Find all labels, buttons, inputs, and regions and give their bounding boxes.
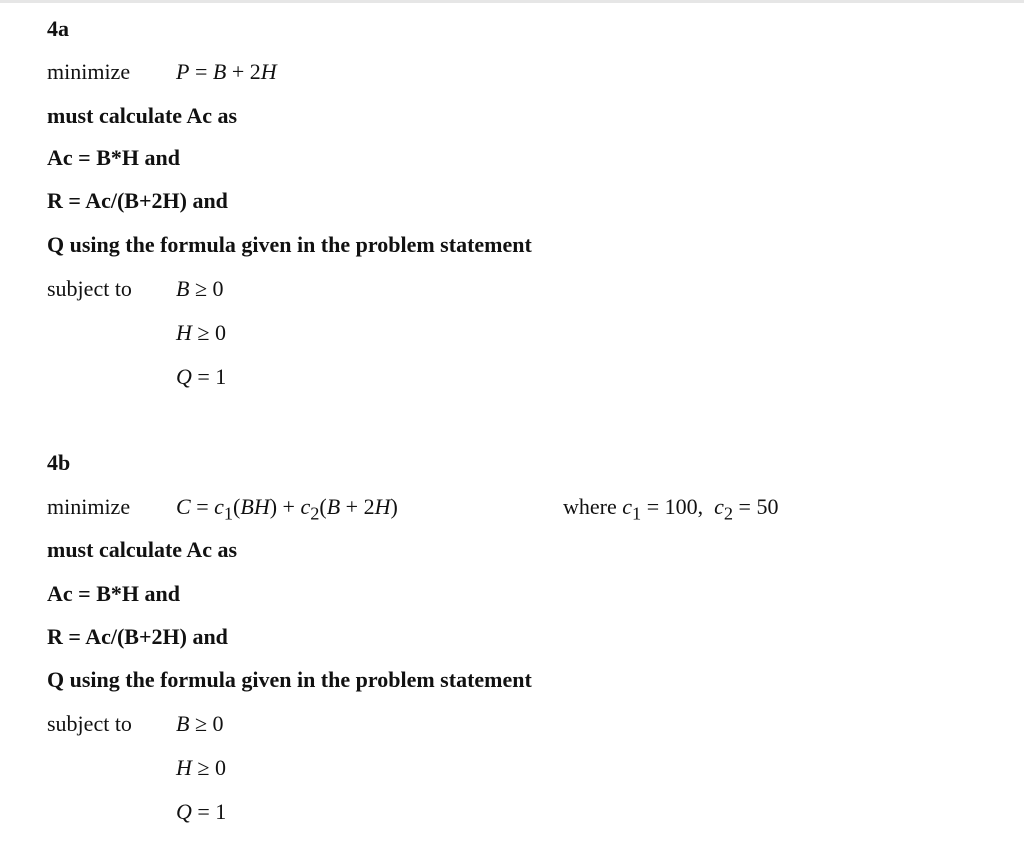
- section-b-where-clause: where $c_1 = 100$, $c_2 = 50$: [563, 494, 779, 524]
- section-a-heading: 4a: [47, 16, 69, 41]
- section-a-minimize-label: minimize: [47, 59, 131, 84]
- page-top-border: [0, 0, 1024, 3]
- section-b-line-3: R = Ac/(B+2H) and: [47, 624, 228, 649]
- section-b-minimize-label: minimize: [47, 494, 131, 519]
- section-b-constraint-1: B ≥ 0: [176, 711, 224, 736]
- section-a-line-2: Ac = B*H and: [47, 145, 180, 170]
- section-a-constraint-3: Q = 1: [176, 364, 227, 389]
- section-b-where-label: where: [563, 494, 617, 519]
- section-b-line-2: Ac = B*H and: [47, 581, 180, 606]
- section-a-subject-label: subject to: [47, 276, 132, 301]
- section-a-constraint-2: H ≥ 0: [176, 320, 226, 345]
- section-a-line-1: must calculate Ac as: [47, 103, 238, 128]
- section-a-line-4: Q using the formula given in the problem statement: [47, 232, 532, 257]
- section-b-line-1: must calculate Ac as: [47, 537, 238, 562]
- section-a-constraint-1: B ≥ 0: [176, 276, 224, 301]
- section-b-constraint-2: H ≥ 0: [176, 755, 226, 780]
- section-b-subject-label: subject to: [47, 711, 132, 736]
- section-b-objective: $C = c_1(BH) + c_2(B + 2H)$: [176, 494, 398, 524]
- section-b-heading: 4b: [47, 450, 71, 475]
- section-b-line-4: Q using the formula given in the problem statement: [47, 667, 532, 692]
- section-a-line-3: R = Ac/(B+2H) and: [47, 188, 228, 213]
- section-b-constraint-3: Q = 1: [176, 799, 227, 824]
- section-a-objective: P = B + 2H: [176, 59, 277, 84]
